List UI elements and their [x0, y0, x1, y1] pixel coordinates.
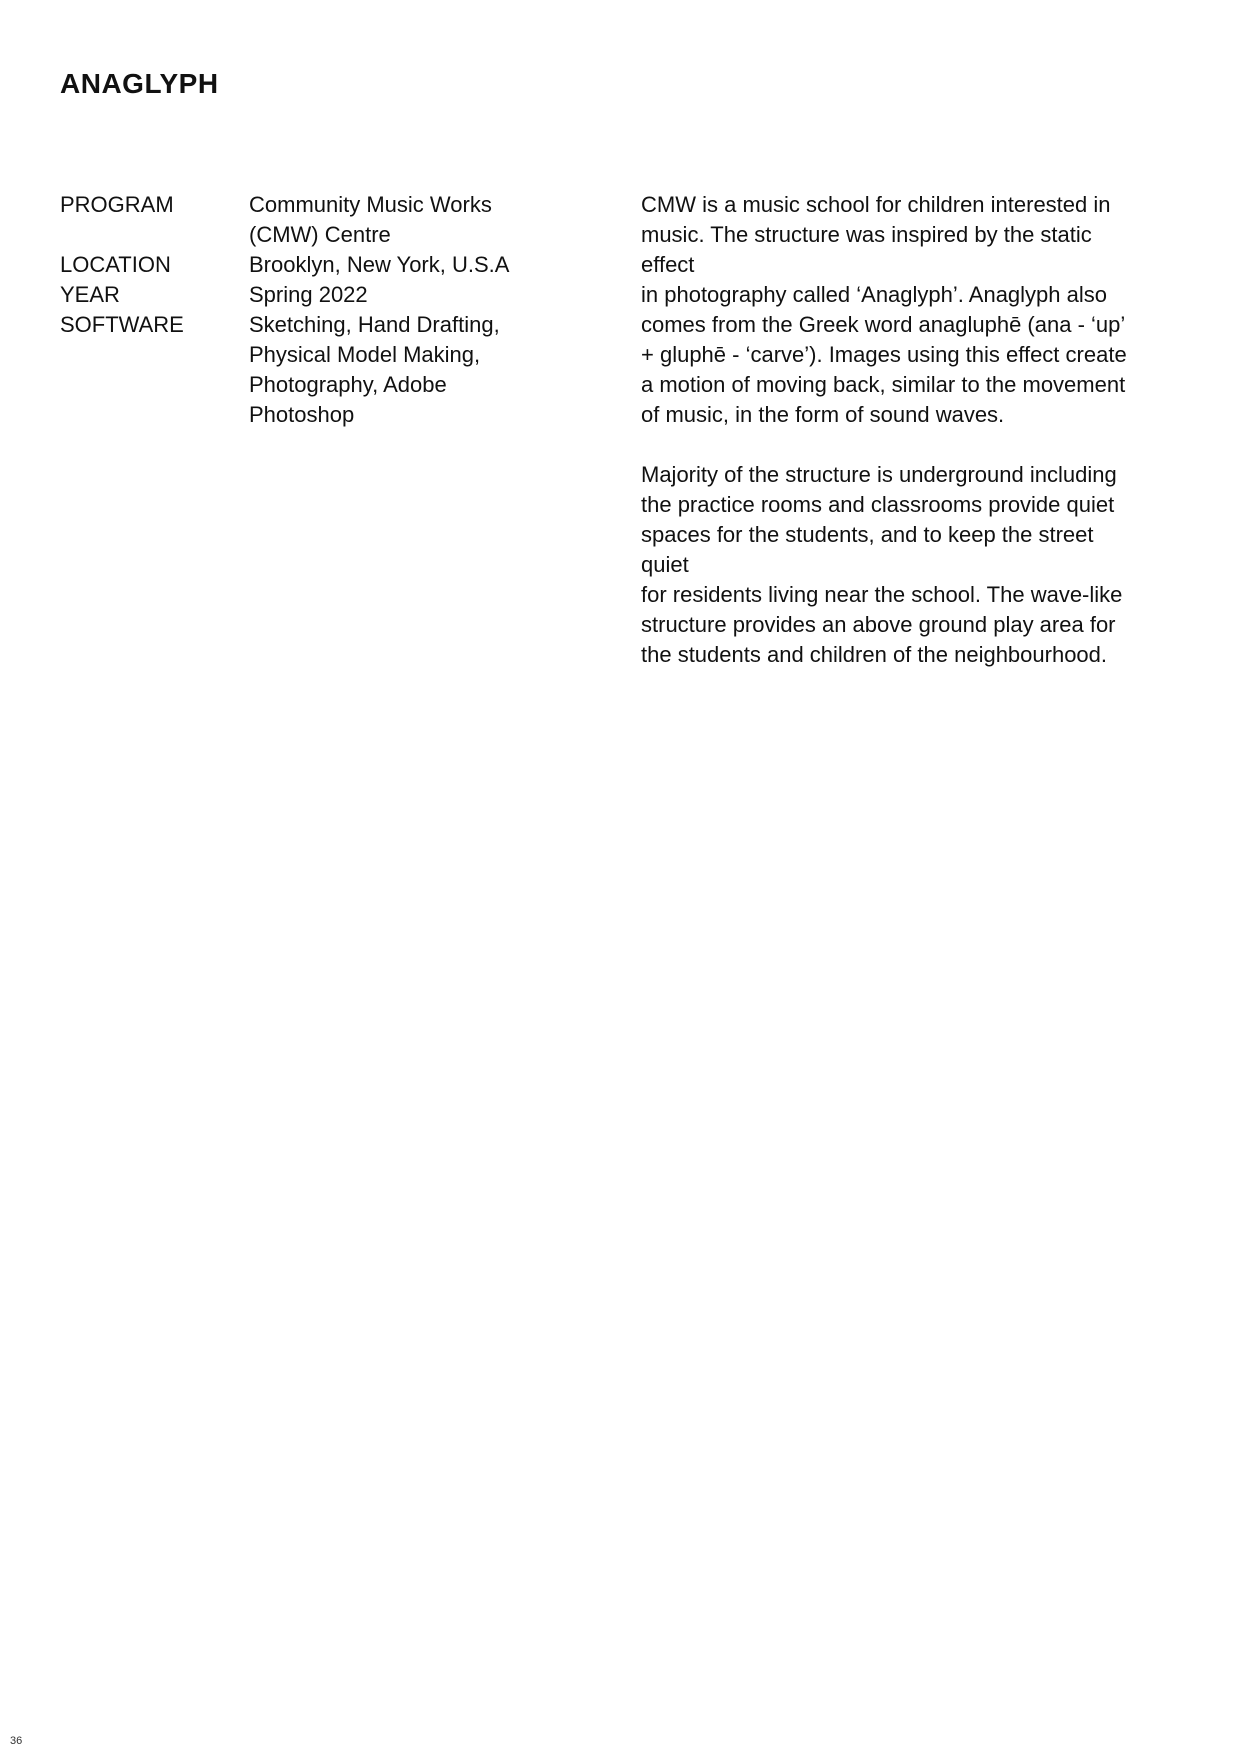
description-line: + gluphē - ‘carve’). Images using this effect create [641, 342, 1127, 367]
program-value-line: (CMW) Centre [249, 222, 391, 247]
software-label: SOFTWARE [60, 312, 184, 337]
description-line: for residents living near the school. The wave-like [641, 582, 1123, 607]
location-label: LOCATION [60, 252, 171, 277]
description-line: comes from the Greek word anagluphē (ana - ‘up’ [641, 312, 1126, 337]
software-value-line: Sketching, Hand Drafting, [249, 312, 500, 337]
software-value-line: Physical Model Making, [249, 342, 481, 367]
program-label: PROGRAM [60, 192, 174, 217]
year-value-line: Spring 2022 [249, 282, 368, 307]
info-row-location [60, 250, 560, 280]
info-row-software [60, 310, 560, 430]
location-value [249, 250, 560, 280]
project-description [641, 190, 1141, 700]
program-value [249, 190, 560, 250]
info-row-year [60, 280, 560, 310]
description-line: the practice rooms and classrooms provide quiet [641, 492, 1115, 517]
software-value-line: Photography, Adobe [249, 372, 447, 397]
software-value [249, 310, 560, 430]
description-line: the students and children of the neighbourhood. [641, 642, 1108, 667]
description-line: structure provides an above ground play area for [641, 612, 1116, 637]
page-number: 36 [10, 1735, 23, 1747]
description-line: Majority of the structure is underground including [641, 462, 1117, 487]
info-row-program [60, 190, 560, 250]
page-title: ANAGLYPH [60, 68, 219, 99]
description-line: spaces for the students, and to keep the street quiet [641, 522, 1094, 577]
project-info [60, 190, 560, 430]
description-line: a motion of moving back, similar to the movement [641, 372, 1126, 397]
description-paragraph [641, 460, 1141, 670]
description-line: CMW is a music school for children interested in [641, 192, 1111, 217]
description-line: music. The structure was inspired by the static effect [641, 222, 1092, 277]
description-paragraph [641, 190, 1141, 430]
software-value-line: Photoshop [249, 402, 355, 427]
description-line: of music, in the form of sound waves. [641, 402, 1005, 427]
year-value [249, 280, 560, 310]
description-line: in photography called ‘Anaglyph’. Anaglyph also [641, 282, 1107, 307]
program-value-line: Community Music Works [249, 192, 492, 217]
year-label: YEAR [60, 282, 120, 307]
location-value-line: Brooklyn, New York, U.S.A [249, 252, 510, 277]
